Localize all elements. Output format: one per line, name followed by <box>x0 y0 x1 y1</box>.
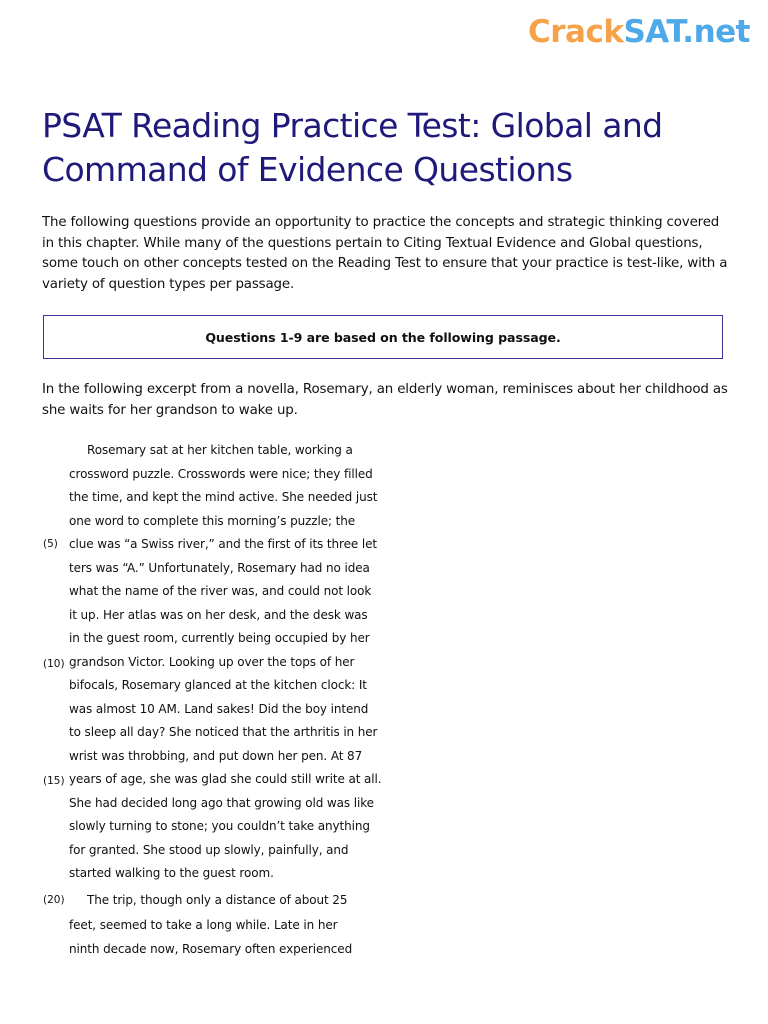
passage-line: what the name of the river was, and could not look <box>69 584 372 598</box>
passage-line: it up. Her atlas was on her desk, and the desk was <box>69 607 368 622</box>
logo-part-sat: SAT <box>623 14 683 50</box>
line-number: (10) <box>43 658 65 670</box>
passage-line: crossword puzzle. Crosswords were nice; they filled <box>69 466 373 481</box>
line-number: (5) <box>43 538 58 550</box>
passage-line: clue was “a Swiss river,” and the first of its three let <box>69 537 378 551</box>
passage-line: slowly turning to stone; you couldn’t take anything <box>69 819 370 833</box>
passage-line: to sleep all day? She noticed that the arthritis in her <box>69 725 378 739</box>
passage-line: one word to complete this morning’s puzzle; the <box>69 513 356 528</box>
passage-line: ninth decade now, Rosemary often experienced <box>69 942 353 956</box>
passage-line: feet, seemed to take a long while. Late in her <box>69 918 338 932</box>
questions-box-label: Questions 1-9 are based on the following passage. <box>205 329 561 345</box>
passage-lead: In the following excerpt from a novella, Rosemary, an elderly woman, reminisces about her childhood as she waits for her grandson to wake up. <box>42 382 728 418</box>
logo-part-crack: Crack <box>527 14 624 50</box>
passage-line: ters was “A.” Unfortunately, Rosemary had no idea <box>69 560 370 575</box>
passage-line: grandson Victor. Looking up over the tops of her <box>69 654 355 669</box>
passage-line: in the guest room, currently being occupied by her <box>69 631 370 645</box>
passage-line: for granted. She stood up slowly, painfully, and <box>69 842 349 857</box>
passage-line: bifocals, Rosemary glanced at the kitchen clock: It <box>69 678 367 692</box>
passage-line: years of age, she was glad she could still write at all. <box>69 772 382 786</box>
page-title: PSAT Reading Practice Test: Global and Command of Evidence Questions <box>42 106 663 189</box>
passage-line: Rosemary sat at her kitchen table, working a <box>87 443 353 457</box>
line-number: (20) <box>43 894 65 906</box>
logo-part-net: .net <box>682 14 750 50</box>
passage-line: the time, and kept the mind active. She needed just <box>69 490 378 504</box>
intro-paragraph: The following questions provide an opportunity to practice the concepts and strategic thinking covered in this chapter. While many of the questions pertain to Citing Textual Evidence and Global questions, some touch on other concepts tested on the Reading Test to ensure that your practice is test-like, with a variety of question types per passage. <box>42 215 728 292</box>
passage-line: started walking to the guest room. <box>69 866 274 880</box>
passage-line: The trip, though only a distance of about 25 <box>87 893 348 907</box>
line-number: (15) <box>43 775 65 787</box>
passage-line: was almost 10 AM. Land sakes! Did the boy intend <box>69 701 369 716</box>
cracksat-logo[interactable] <box>528 14 750 50</box>
questions-box <box>43 315 723 359</box>
passage-line: wrist was throbbing, and put down her pen. At 87 <box>69 748 363 763</box>
passage-line: She had decided long ago that growing old was like <box>69 795 374 810</box>
